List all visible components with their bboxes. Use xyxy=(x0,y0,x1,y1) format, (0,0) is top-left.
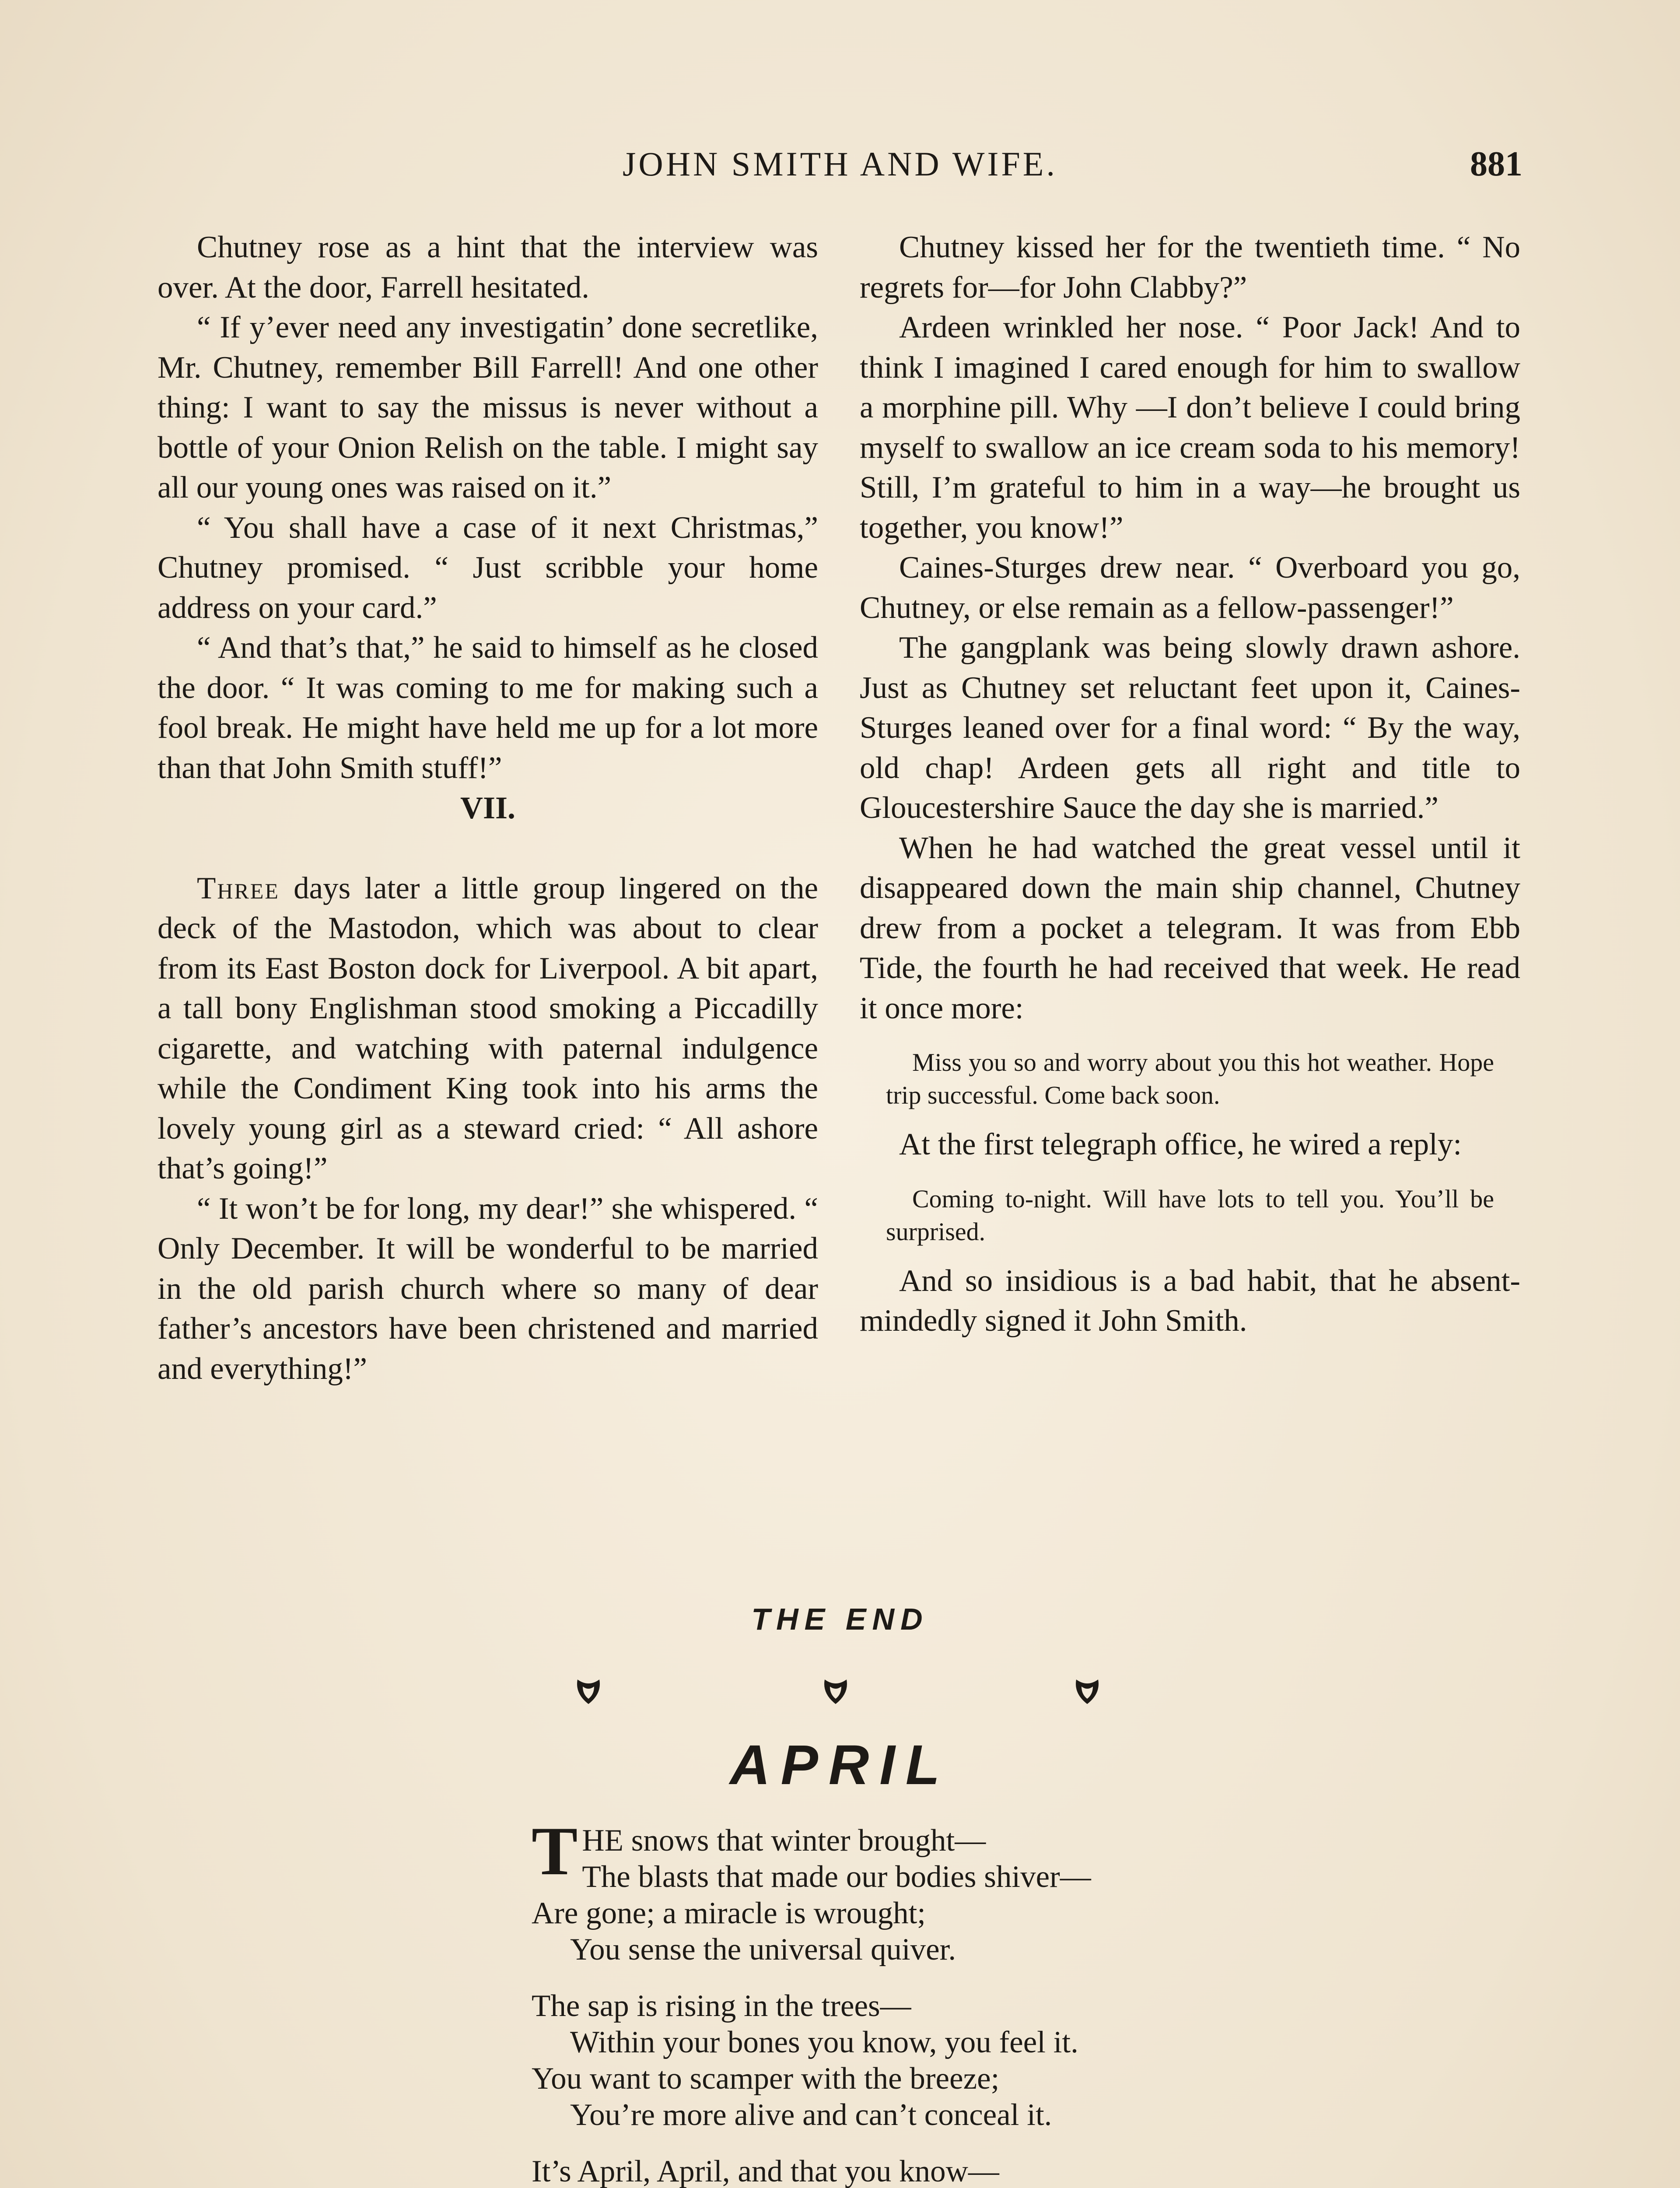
paragraph: “ You shall have a case of it next Christmas,” Chutney promised. “ Just scribble your home address on your card.” xyxy=(158,510,818,625)
paragraph: Chutney rose as a hint that the interview was over. At the door, Farrell hesitated. xyxy=(158,230,818,305)
poem-line: You want to scamper with the breeze; xyxy=(532,2062,1000,2096)
paragraph: Caines-Sturges drew near. “ Overboard you go, Chutney, or else remain as a fellow-passenger!” xyxy=(860,551,1520,625)
poem-line: Within your bones you know, you feel it. xyxy=(570,2025,1078,2059)
lead-word: Three xyxy=(197,871,280,905)
telegram-quote: Miss you so and worry about you this hot weather. Hope trip successful. Come back soon. xyxy=(886,1048,1494,1109)
poem-line: The sap is rising in the trees— xyxy=(532,1989,911,2023)
paragraph: “ If y’ever need any investigatin’ done secretlike, Mr. Chutney, remember Bill Farrell! And one other thing: I want to say the missus is never without a bottle of your Onion Relish on the table. I might say all our young ones was raised on it.” xyxy=(158,310,818,505)
paragraph: At the first telegraph office, he wired a reply: xyxy=(899,1127,1462,1161)
page-number: 881 xyxy=(1470,145,1522,183)
paragraph: Ardeen wrinkled her nose. “ Poor Jack! And to think I imagined I cared enough for him to swallow a morphine pill. Why —I don’t believe I could bring myself to swallow an ice cream soda to his memory! Still, I’m grateful to him in a way—he brought us together, you know!” xyxy=(860,310,1520,545)
heart-ornament-icon xyxy=(1072,1676,1102,1707)
poem-line: The blasts that made our bodies shiver— xyxy=(582,1860,1091,1894)
story-column-right xyxy=(860,228,1520,1341)
poem-stanza xyxy=(532,1988,1494,2133)
drop-cap: T xyxy=(532,1813,578,1890)
poem-line: HE snows that winter brought— xyxy=(582,1823,986,1858)
poem-stanza xyxy=(532,2153,1494,2188)
paragraph-text: days later a little group lingered on the deck of the Mastodon, which was about to clear from its East Boston dock for Liverpool. A bit apart, a tall bony Englishman stood smoking a Piccadilly cigarette, and watching with paternal indulgence while the Condiment King took into his arms the lovely young girl as a steward cried: “ All ashore that’s going!” xyxy=(158,871,818,1185)
running-title: JOHN SMITH AND WIFE. xyxy=(623,145,1057,183)
ornament-row xyxy=(0,1676,1680,1715)
section-number: VII. xyxy=(460,790,516,825)
heart-ornament-icon xyxy=(573,1676,604,1707)
telegram-quote: Coming to-night. Will have lots to tell you. You’ll be surprised. xyxy=(886,1184,1494,1246)
paragraph xyxy=(158,869,818,1189)
poem-line: It’s April, April, and that you know— xyxy=(532,2154,999,2188)
paragraph: Chutney kissed her for the twentieth time. “ No regrets for—for John Clabby?” xyxy=(860,230,1520,305)
poem-body xyxy=(532,1813,1494,2188)
poem-stanza xyxy=(532,1813,1494,1968)
paragraph: And so insidious is a bad habit, that he absent-mindedly signed it John Smith. xyxy=(860,1263,1520,1338)
heart-ornament-icon xyxy=(820,1676,851,1707)
paragraph: “ And that’s that,” he said to himself as he closed the door. “ It was coming to me for making such a fool break. He might have held me up for a lot more than that John Smith stuff!” xyxy=(158,631,818,785)
poem-title: APRIL xyxy=(730,1734,950,1796)
paragraph: “ It won’t be for long, my dear!” she whispered. “ Only December. It will be wonderful to be married in the old parish church where so many of dear father’s ancestors have been christened and married and everything!” xyxy=(158,1191,818,1386)
page-header xyxy=(158,144,1522,193)
paragraph: When he had watched the great vessel until it disappeared down the main ship channel, Chutney drew from a pocket a telegram. It was from Ebb Tide, the fourth he had received that week. He read it once more: xyxy=(860,831,1520,1025)
story-column-left xyxy=(158,228,818,1389)
poem-line: Are gone; a miracle is wrought; xyxy=(532,1896,926,1930)
paragraph: The gangplank was being slowly drawn ashore. Just as Chutney set reluctant feet upon it, Caines-Sturges leaned over for a final word: “ By the way, old chap! Ardeen gets all right and title to Gloucestershire Sauce the day she is married.” xyxy=(860,631,1520,825)
poem-line: You sense the universal quiver. xyxy=(570,1932,956,1967)
poem-line: You’re more alive and can’t conceal it. xyxy=(570,2098,1052,2132)
the-end-label: THE END xyxy=(751,1602,929,1636)
